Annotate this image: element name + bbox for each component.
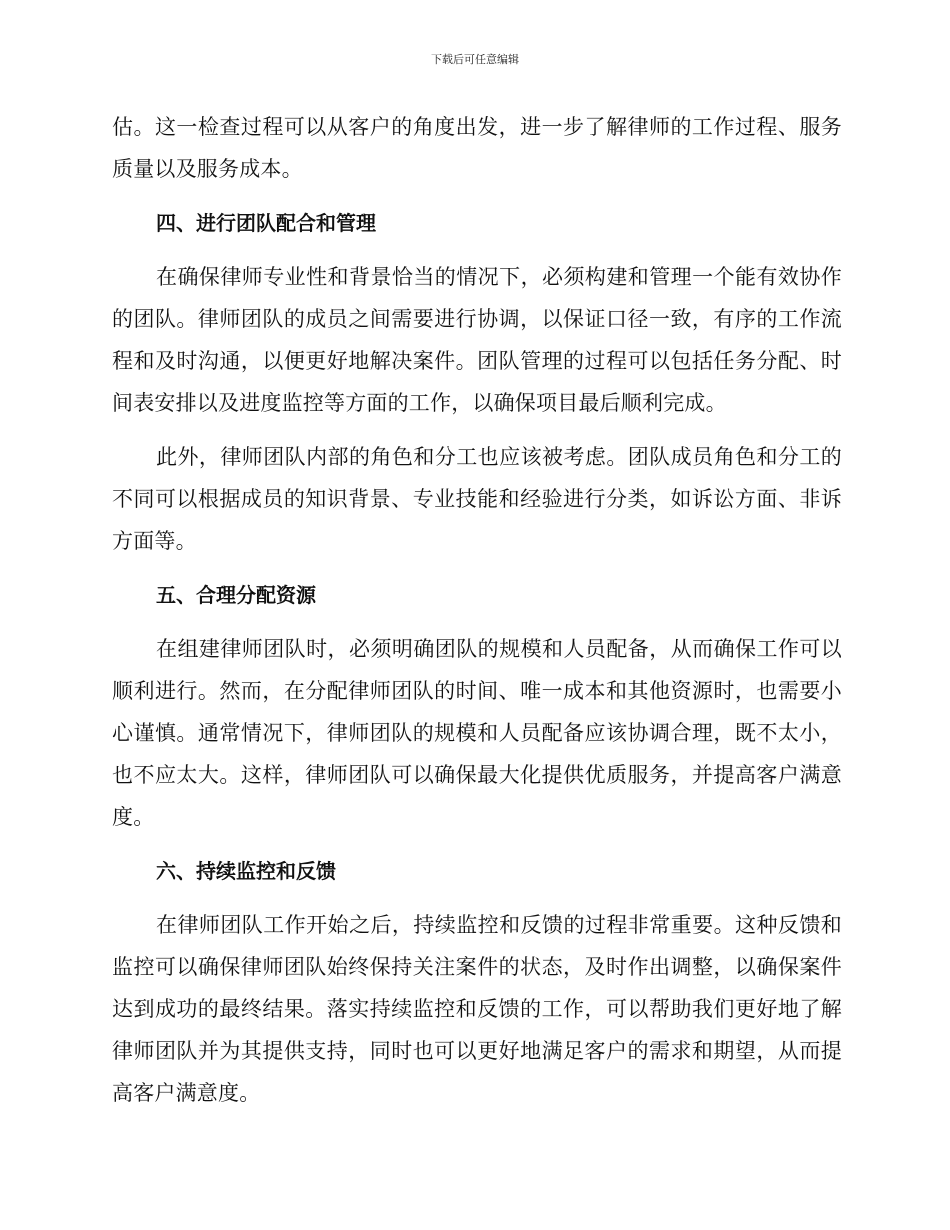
- section-5-paragraph-1: 在组建律师团队时，必须明确团队的规模和人员配备，从而确保工作可以顺利进行。然而，在分配律师团队的时间、唯一成本和其他资源时，也需要小心谨慎。通常情况下，律师团队的规模和人员配备应该协调合理，既不太小，也不应太大。这样，律师团队可以确保最大化提供优质服务，并提高客户满意度。: [112, 637, 842, 829]
- section-4-paragraph-2: 此外，律师团队内部的角色和分工也应该被考虑。团队成员角色和分工的不同可以根据成员的知识背景、专业技能和经验进行分类，如诉讼方面、非诉方面等。: [112, 445, 842, 553]
- continuation-paragraph: 估。这一检查过程可以从客户的角度出发，进一步了解律师的工作过程、服务质量以及服务成本。: [112, 115, 842, 181]
- section-6-paragraph-1: 在律师团队工作开始之后，持续监控和反馈的过程非常重要。这种反馈和监控可以确保律师团队始终保持关注案件的状态，及时作出调整，以确保案件达到成功的最终结果。落实持续监控和反馈的工作，可以帮助我们更好地了解律师团队并为其提供支持，同时也可以更好地满足客户的需求和期望，从而提高客户满意度。: [112, 913, 842, 1105]
- section-4-paragraph-1: 在确保律师专业性和背景恰当的情况下，必须构建和管理一个能有效协作的团队。律师团队的成员之间需要进行协调，以保证口径一致，有序的工作流程和及时沟通，以便更好地解决案件。团队管理的过程可以包括任务分配、时间表安排以及进度监控等方面的工作，以确保项目最后顺利完成。: [112, 265, 842, 415]
- page-header-note: 下载后可任意编辑: [431, 53, 519, 66]
- section-4-heading: 四、进行团队配合和管理: [156, 211, 376, 235]
- document-body: [112, 106, 842, 1114]
- section-6-heading: 六、持续监控和反馈: [156, 859, 336, 883]
- section-5-heading: 五、合理分配资源: [156, 583, 316, 607]
